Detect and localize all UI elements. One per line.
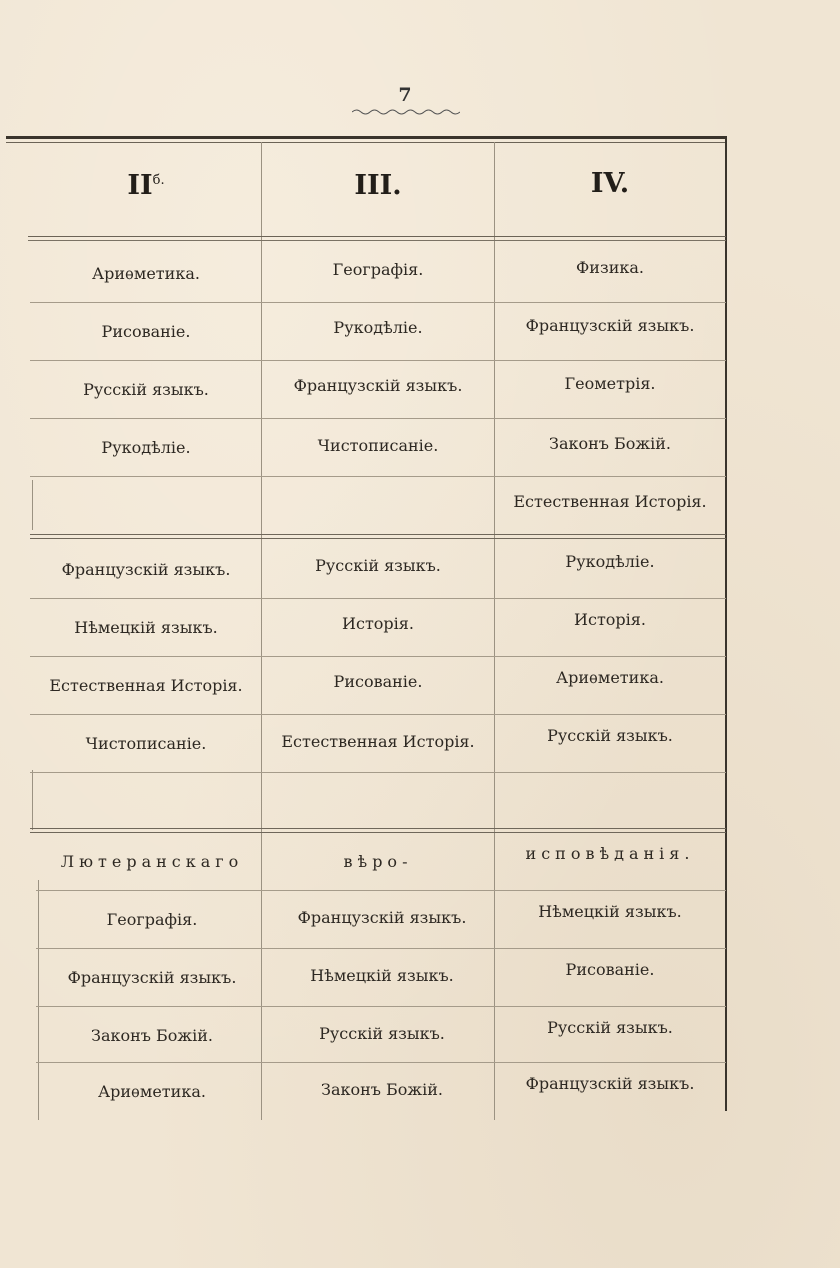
header-class-IIb bbox=[30, 170, 262, 201]
header-roman: IV. bbox=[590, 168, 630, 199]
cell-b2-c3-r4: Русскій языкъ. bbox=[547, 726, 673, 745]
cell-b2-c3-r3: Ариѳметика. bbox=[556, 668, 664, 687]
cell-b2-c2-r3: Рисованіе. bbox=[333, 672, 423, 691]
cell-b1-c2-r5 bbox=[262, 478, 494, 534]
cell-b3-c1-r1: Лютеранскаго bbox=[60, 852, 244, 871]
cell-b2-c3-r2: Исторія. bbox=[574, 610, 646, 629]
header-suffix: б. bbox=[152, 173, 165, 188]
cell-b2-c2-r1: Русскій языкъ. bbox=[315, 556, 441, 575]
cell-b3-c2-r5: Законъ Божій. bbox=[320, 1080, 444, 1099]
cell-b1-c3-r3: Геометрія. bbox=[564, 374, 656, 393]
cell-b2-c1-r3: Естественная Исторія. bbox=[49, 676, 243, 695]
cell-b1-c3-r1: Физика. bbox=[576, 258, 644, 277]
cell-b2-c2-r5 bbox=[262, 772, 494, 828]
cell-b2-c2-r4: Естественная Исторія. bbox=[281, 732, 475, 751]
cell-b1-c3-r4: Законъ Божій. bbox=[548, 434, 672, 453]
cell-b3-c3-r4: Русскій языкъ. bbox=[547, 1018, 673, 1037]
cell-b2-c1-r5 bbox=[30, 774, 262, 830]
header-class-IV bbox=[494, 168, 726, 199]
cell-b3-c1-r4: Законъ Божій. bbox=[90, 1026, 214, 1045]
cell-b1-c1-r1: Ариѳметика. bbox=[92, 264, 200, 283]
cell-b1-c2-r2: Рукодѣліе. bbox=[333, 318, 423, 337]
cell-b2-c1-r4: Чистописаніе. bbox=[85, 734, 207, 753]
cell-b3-c1-r3: Французскій языкъ. bbox=[67, 968, 237, 987]
cell-b1-c2-r4: Чистописаніе. bbox=[317, 436, 439, 455]
header-roman: II bbox=[127, 170, 153, 201]
table-top-rule bbox=[6, 136, 726, 139]
cell-b2-c3-r1: Рукодѣліе. bbox=[565, 552, 655, 571]
cell-b3-c3-r1: исповѣданія. bbox=[525, 844, 695, 863]
cell-b1-c3-r2: Французскій языкъ. bbox=[525, 316, 695, 335]
table-top-rule-thin bbox=[6, 142, 726, 143]
cell-b1-c1-r5 bbox=[30, 478, 262, 534]
cell-b1-c2-r3: Французскій языкъ. bbox=[293, 376, 463, 395]
cell-b3-c2-r4: Русскій языкъ. bbox=[319, 1024, 445, 1043]
cell-b1-c1-r4: Рукодѣліе. bbox=[101, 438, 191, 457]
cell-b1-c1-r3: Русскій языкъ. bbox=[83, 380, 209, 399]
cell-b2-c2-r2: Исторія. bbox=[342, 614, 414, 633]
cell-b1-c1-r2: Рисованіе. bbox=[101, 322, 191, 341]
cell-b3-c1-r2: Географія. bbox=[106, 910, 198, 929]
header-roman: III. bbox=[354, 170, 402, 201]
cell-b1-c3-r5: Естественная Исторія. bbox=[513, 492, 707, 511]
header-rule bbox=[28, 236, 726, 237]
page-number: 7 bbox=[398, 84, 412, 106]
header-class-III bbox=[262, 170, 494, 201]
cell-b3-c2-r3: Нѣмецкій языкъ. bbox=[310, 966, 454, 985]
cell-b3-c3-r3: Рисованіе. bbox=[565, 960, 655, 979]
cell-b3-c3-r2: Нѣмецкій языкъ. bbox=[538, 902, 682, 921]
cell-b3-c3-r5: Французскій языкъ. bbox=[525, 1074, 695, 1093]
cell-b2-c3-r5 bbox=[494, 766, 726, 822]
cell-b2-c1-r2: Нѣмецкій языкъ. bbox=[74, 618, 218, 637]
cell-b2-c1-r1: Французскій языкъ. bbox=[61, 560, 231, 579]
cell-b3-c2-r1: вѣро- bbox=[343, 852, 413, 871]
cell-b1-c2-r1: Географія. bbox=[332, 260, 424, 279]
cell-b3-c1-r5: Ариѳметика. bbox=[98, 1082, 206, 1101]
cell-b3-c2-r2: Французскій языкъ. bbox=[297, 908, 467, 927]
